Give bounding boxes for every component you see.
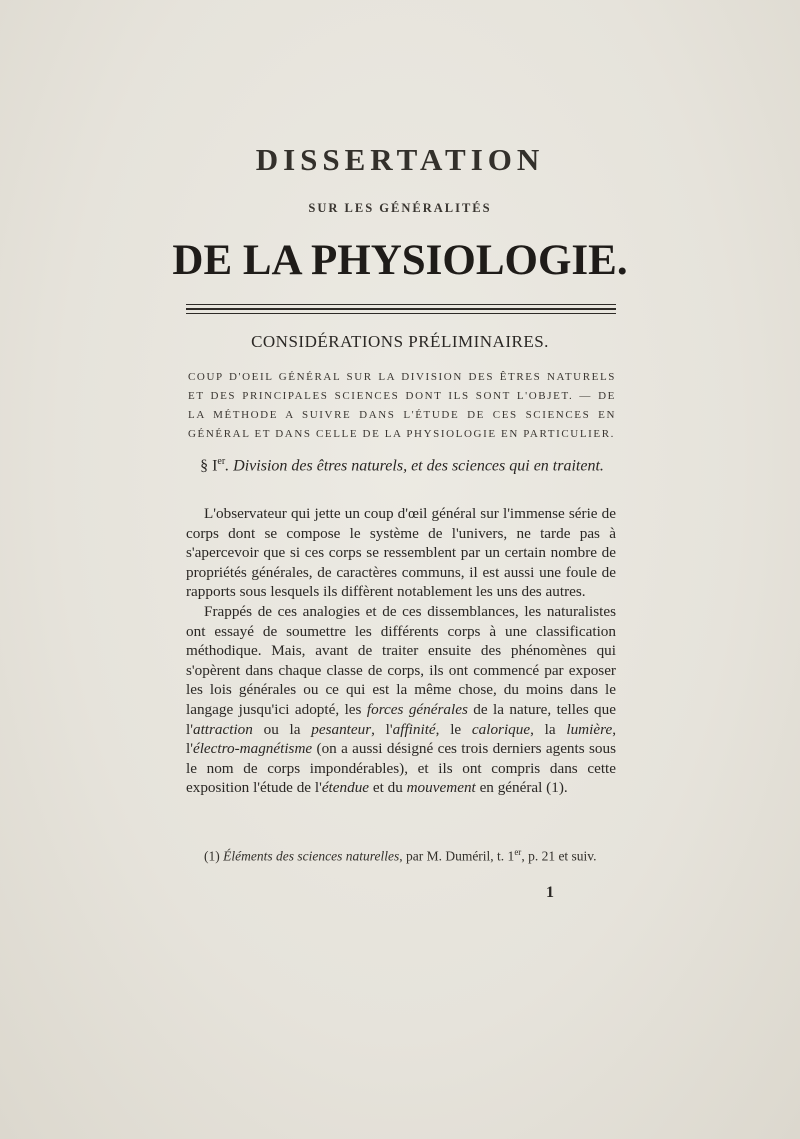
chapter-title-text: . Division des êtres naturels, et des sciences qui en traitent. (225, 457, 604, 475)
footnote-text: (1) Éléments des sciences naturelles, par M. Duméril, t. 1er, p. 21 et suiv. (204, 847, 597, 864)
section-summary-text: COUP D'OEIL GÉNÉRAL SUR LA DIVISION DES ÊTRES NATURELS ET DES PRINCIPALES SCIENCES DONT ILS SONT L'OBJET. — DE LA MÉTHODE A SUIVRE DANS L'ÉTUDE DE CES SCIENCES EN GÉNÉRAL ET DANS CELLE DE LA PHYSIOLOGIE EN PARTICULIER. (188, 371, 616, 440)
title-rule (186, 304, 616, 314)
chapter-mark: § I (200, 457, 218, 475)
section-heading: CONSIDÉRATIONS PRÉLIMINAIRES. (251, 332, 549, 351)
paragraph-1: L'observateur qui jette un coup d'œil général sur l'immense série de corps dont se compose le système de l'univers, ne tarde pas à s'apercevoir que si ces corps se ressemblent par un certain nombre de propriétés générales, de caractères communs, il est aussi une foule de rapports sous lesquels ils diffèrent notablement les uns des autres. (186, 505, 616, 601)
page-number: 1 (546, 884, 554, 901)
footnote (186, 843, 616, 866)
chapter-title (188, 452, 616, 476)
paragraph-2: Frappés de ces analogies et de ces dissemblances, les naturalistes ont essayé de soumettre les différents corps à une classification méthodique. Mais, avant de traiter ensuite des phénomènes qui s'opèrent dans chaque classe de corps, ils ont commencé par exposer les lois générales ou ce qui est la même chose, du moins dans le langage jusqu'ici adopté, les forces générales de la nature, telles que l'attraction ou la pesanteur, l'affinité, le calorique, la lumière, l'électro-magnétisme (on a aussi désigné ces trois derniers agents sous le nom de corps impondérables), et ils ont compris dans cette exposition l'étude de l'étendue et du mouvement en général (1). (186, 602, 616, 797)
body-text (186, 504, 616, 798)
title-dissertation: DISSERTATION (255, 142, 545, 177)
title-subtitle: SUR LES GÉNÉRALITÉS (308, 201, 492, 215)
title-main: DE LA PHYSIOLOGIE. (172, 237, 628, 284)
section-summary (188, 368, 616, 444)
chapter-mark-sup: er (217, 456, 226, 467)
